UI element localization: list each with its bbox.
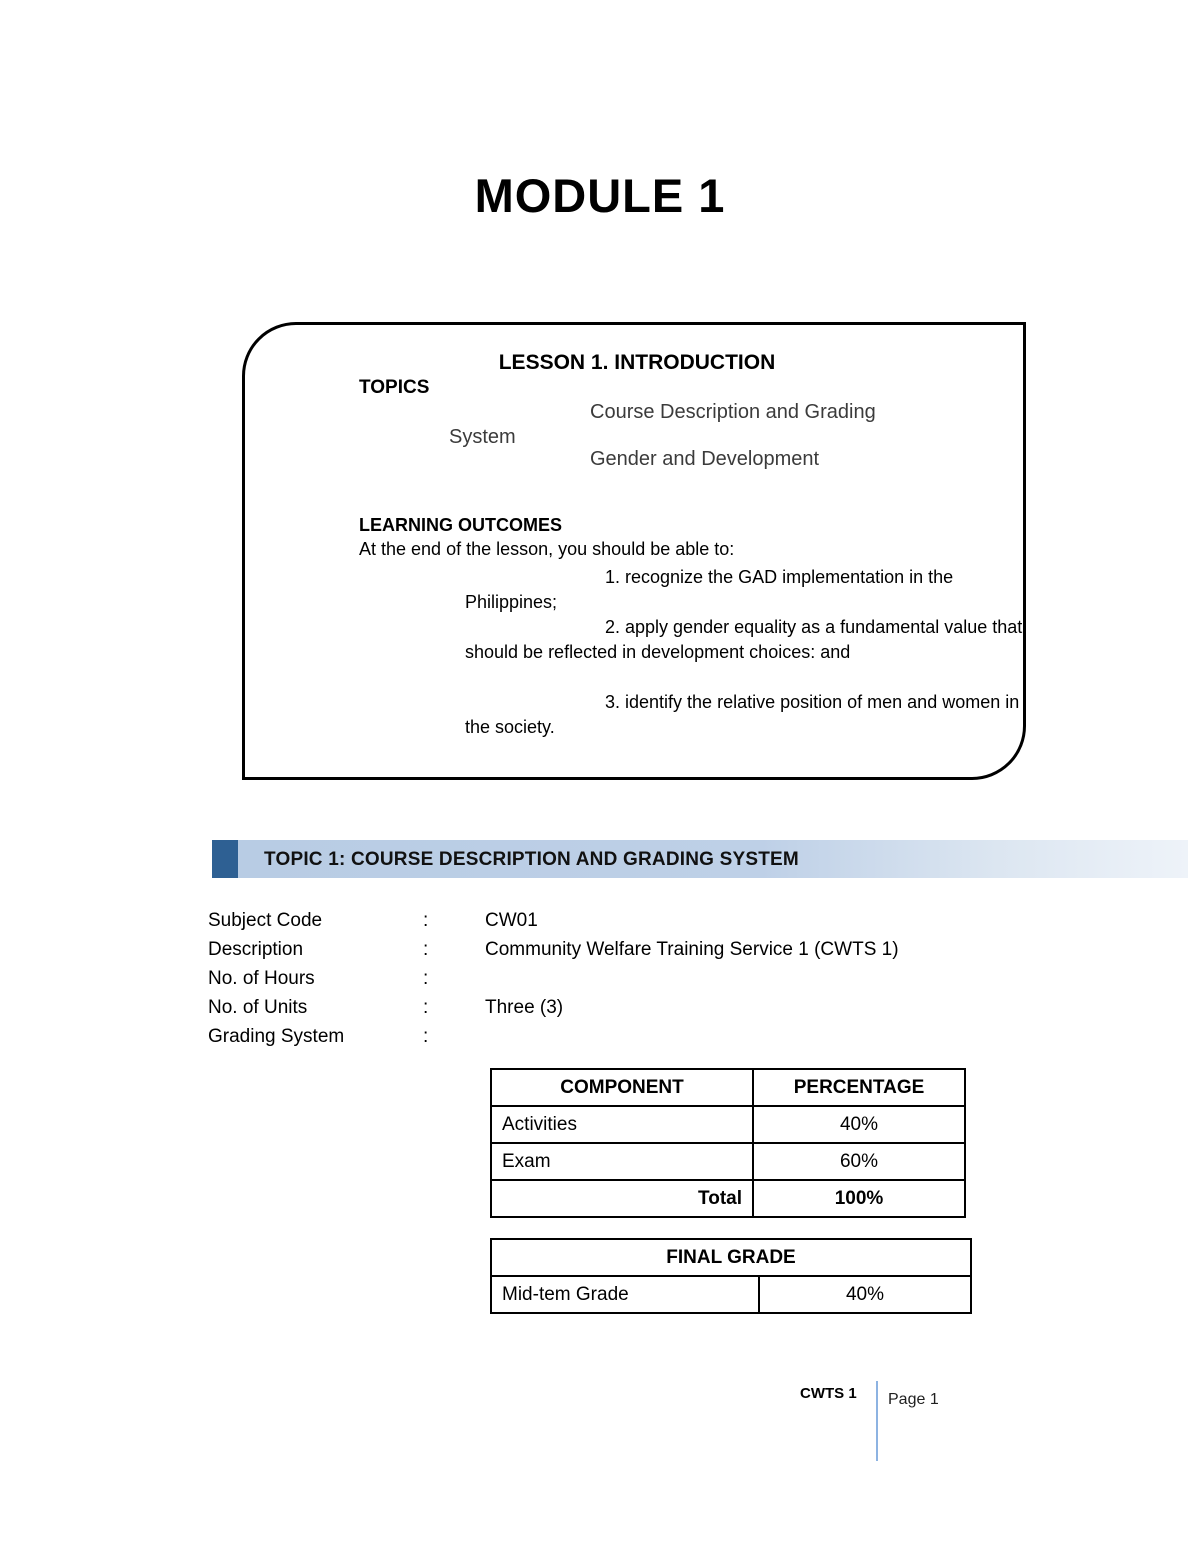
course-info-row (208, 1026, 1108, 1055)
learning-outcomes-label: LEARNING OUTCOMES (359, 515, 563, 535)
course-info-value: CW01 (485, 910, 538, 931)
cell-component: Exam (491, 1143, 753, 1180)
course-info-row (208, 910, 1108, 939)
table-row (491, 1276, 971, 1313)
table-header-row (491, 1069, 965, 1106)
table-row (491, 1106, 965, 1143)
topics-label: TOPICS (359, 377, 430, 398)
learning-outcome-item: 3. identify the relative position of men and women in the society. (465, 692, 1020, 737)
course-info-colon: : (423, 1026, 429, 1047)
lesson-heading: LESSON 1. INTRODUCTION (498, 351, 776, 374)
cell-percentage: 40% (759, 1276, 971, 1313)
column-header-component: COMPONENT (491, 1069, 753, 1106)
course-info-colon: : (423, 910, 429, 931)
course-info-value: Community Welfare Training Service 1 (CWTS 1) (485, 939, 899, 960)
table-total-row (491, 1180, 965, 1217)
course-info-value: Three (3) (485, 997, 564, 1018)
course-info-label: Subject Code (208, 910, 323, 931)
grading-system-table (490, 1068, 966, 1218)
course-info-label: Grading System (208, 1026, 345, 1047)
course-info-colon: : (423, 939, 429, 960)
topic-item-1: Course Description and Grading (590, 401, 876, 423)
course-info-label: Description (208, 939, 304, 960)
footer-divider (876, 1381, 878, 1461)
course-info-label: No. of Hours (208, 968, 315, 989)
learning-outcomes-intro: At the end of the lesson, you should be able to: (359, 539, 735, 559)
footer-page-number: Page 1 (888, 1391, 939, 1408)
course-info-row (208, 997, 1108, 1026)
cell-component: Mid-tem Grade (491, 1276, 759, 1313)
lesson-callout-box (242, 322, 1026, 780)
topic-item-2: Gender and Development (590, 448, 820, 470)
learning-outcome-item: 1. recognize the GAD implementation in the Philippines; (465, 567, 954, 612)
final-grade-table (490, 1238, 972, 1314)
course-info-colon: : (423, 997, 429, 1018)
course-info-colon: : (423, 968, 429, 989)
course-info-label: No. of Units (208, 997, 308, 1018)
column-header-percentage: PERCENTAGE (753, 1069, 965, 1106)
total-label: Total (491, 1180, 753, 1217)
table-row (491, 1143, 965, 1180)
table-header-row (491, 1239, 971, 1276)
cell-component: Activities (491, 1106, 753, 1143)
cell-percentage: 60% (753, 1143, 965, 1180)
banner-accent-bar (212, 840, 238, 878)
section-title: TOPIC 1: COURSE DESCRIPTION AND GRADING SYSTEM (264, 849, 799, 870)
column-header-final-grade: FINAL GRADE (491, 1239, 971, 1276)
page-title: MODULE 1 (474, 169, 726, 222)
topic-item-1-continuation: System (449, 426, 516, 448)
learning-outcome-item: 2. apply gender equality as a fundamental value that should be reflected in development choices: and (465, 617, 1023, 662)
footer-course-label: CWTS 1 (800, 1385, 857, 1402)
course-info-list (208, 910, 1108, 1055)
course-info-row (208, 939, 1108, 968)
course-info-row (208, 968, 1108, 997)
total-value: 100% (753, 1180, 965, 1217)
section-banner (212, 840, 1188, 878)
cell-percentage: 40% (753, 1106, 965, 1143)
